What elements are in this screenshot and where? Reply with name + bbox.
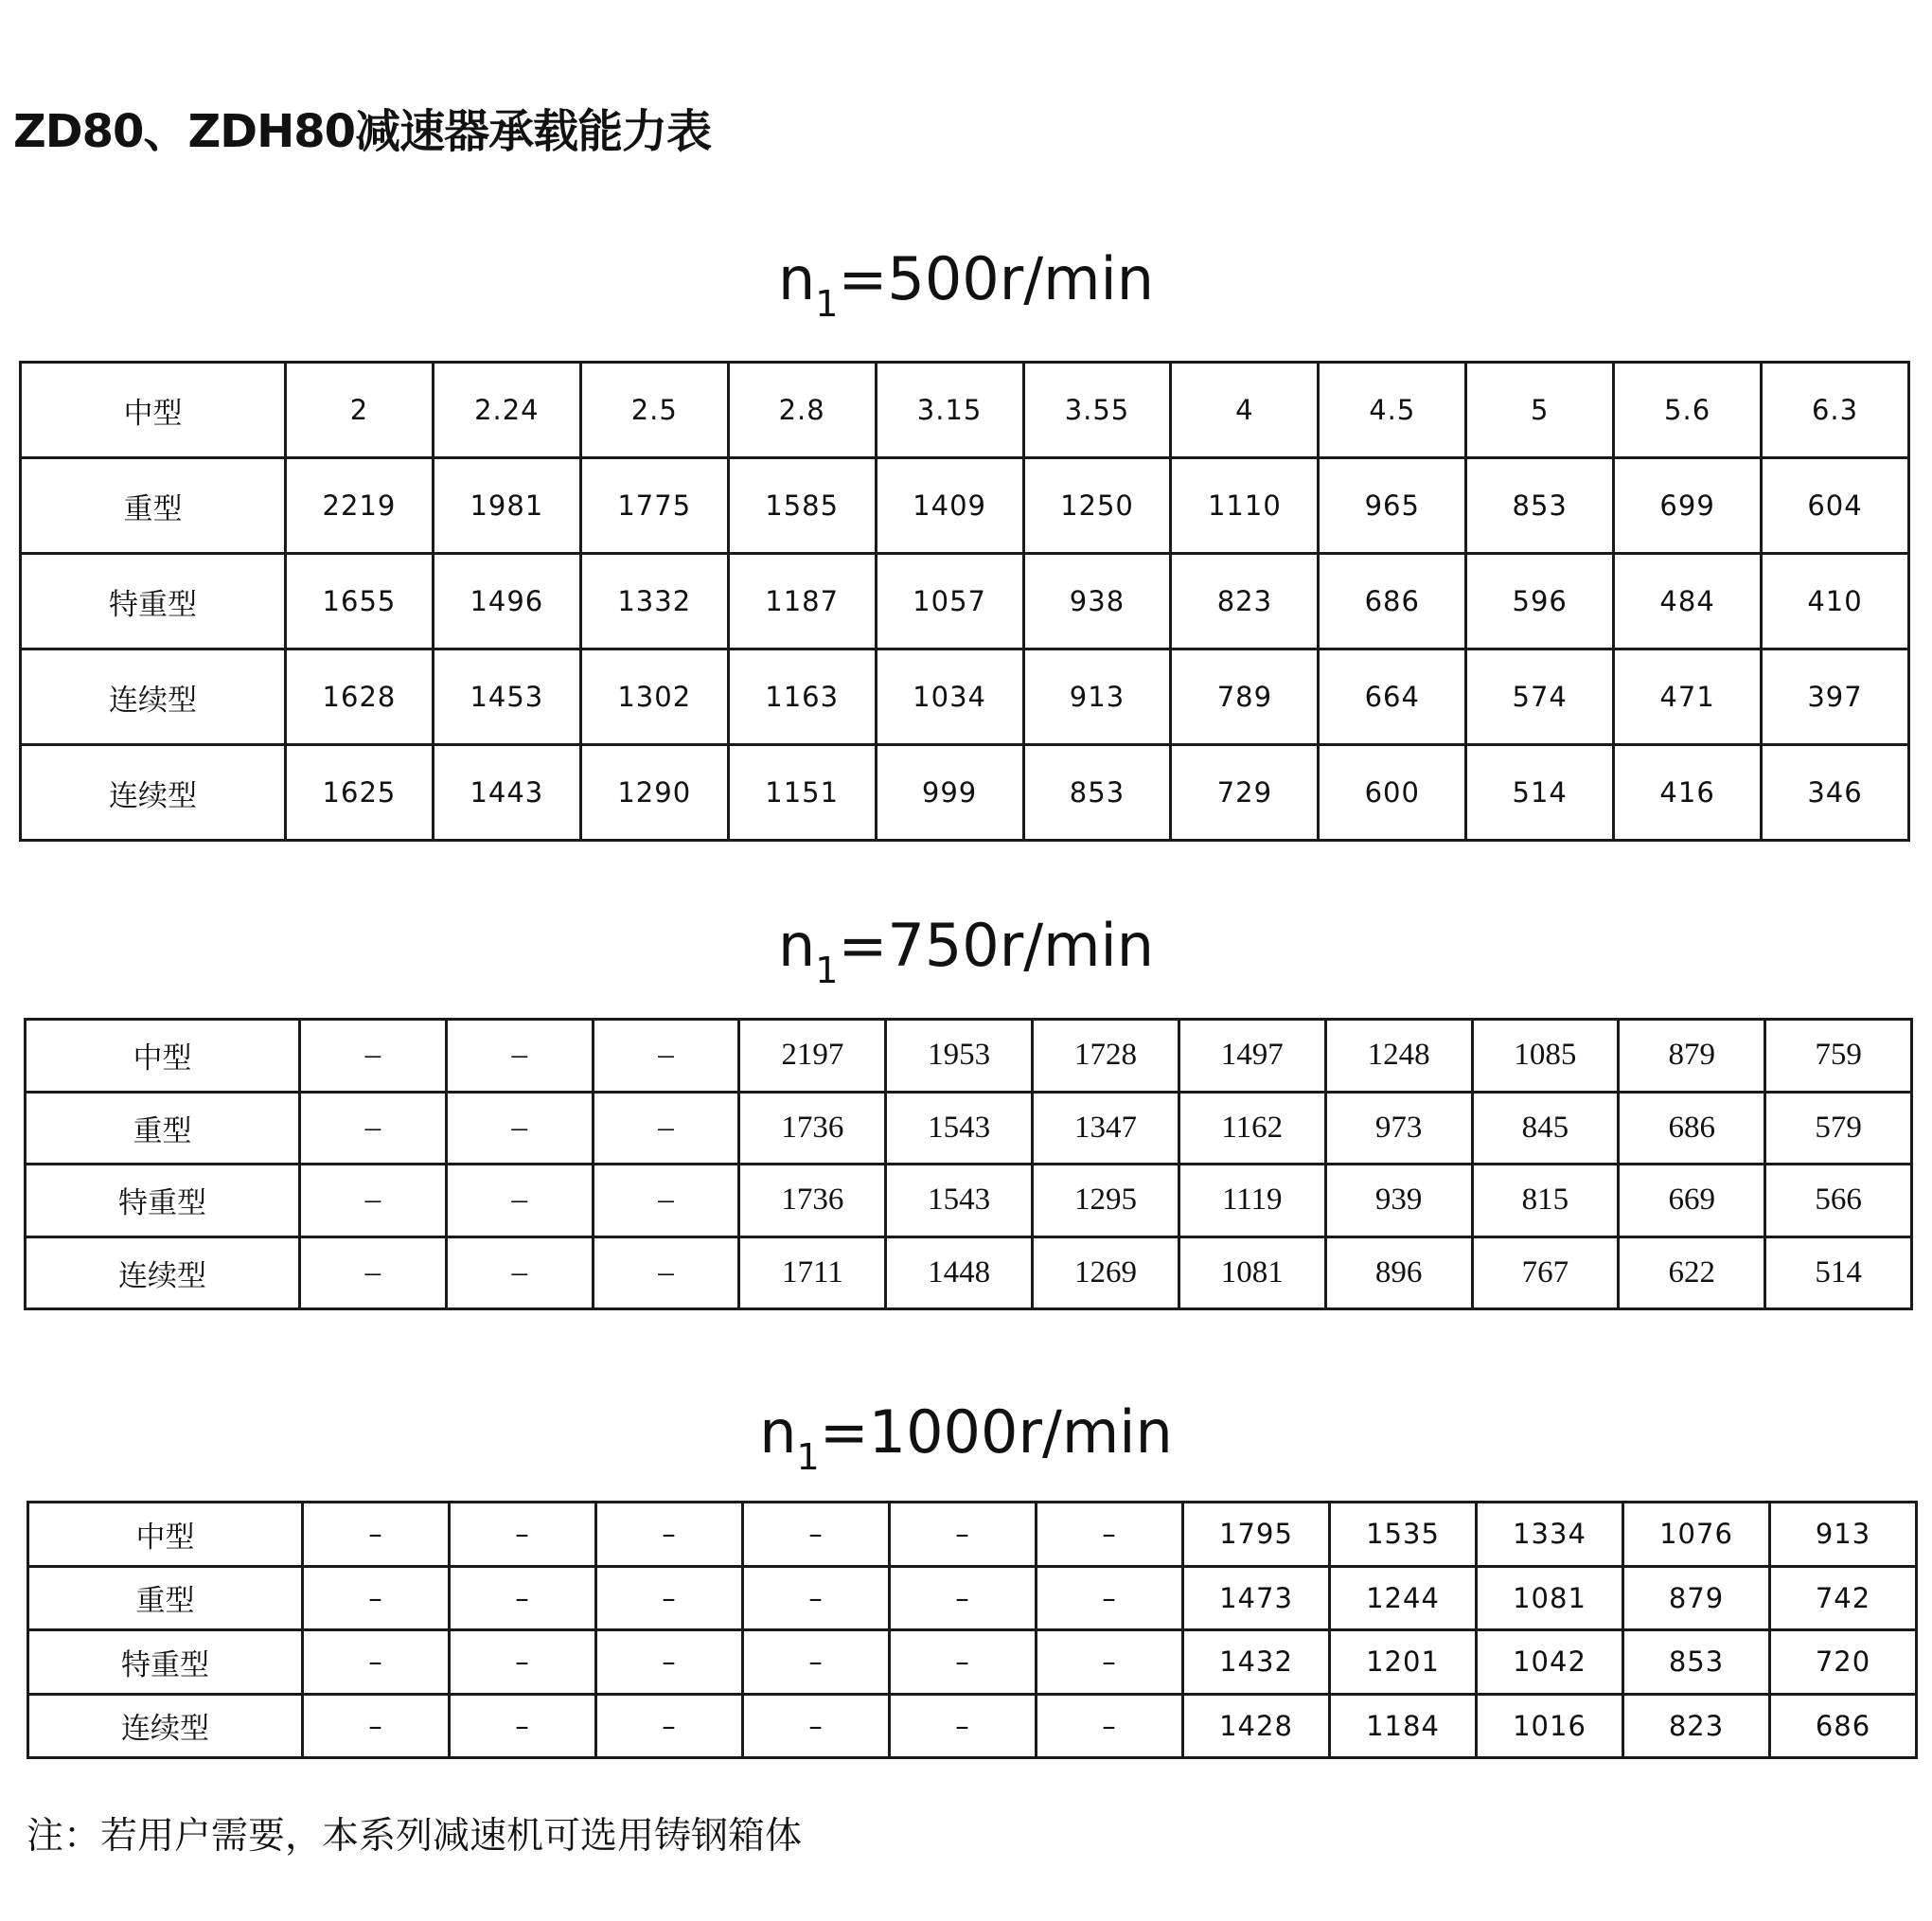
table-cell: 939 bbox=[1325, 1165, 1472, 1237]
table-cell: – bbox=[593, 1165, 739, 1237]
table-cell: 669 bbox=[1619, 1165, 1765, 1237]
table-cell: 410 bbox=[1762, 554, 1909, 649]
table-cell: 514 bbox=[1765, 1236, 1912, 1309]
table-cell: 879 bbox=[1619, 1020, 1765, 1093]
table-cell: 1332 bbox=[580, 554, 728, 649]
table-cell: – bbox=[593, 1092, 739, 1165]
table-cell: 471 bbox=[1614, 649, 1762, 745]
table-cell: 6.3 bbox=[1762, 363, 1909, 458]
table-cell: 1497 bbox=[1179, 1020, 1325, 1093]
table-cell: 1151 bbox=[728, 745, 876, 841]
table-cell: 965 bbox=[1319, 458, 1466, 554]
table-cell: 1628 bbox=[286, 649, 434, 745]
table-cell: 879 bbox=[1623, 1566, 1770, 1630]
row-label: 特重型 bbox=[28, 1630, 303, 1695]
table-cell: – bbox=[596, 1630, 743, 1695]
table-cell: – bbox=[446, 1092, 593, 1165]
table-cell: – bbox=[450, 1630, 596, 1695]
table-cell: – bbox=[890, 1503, 1037, 1567]
table-cell: 566 bbox=[1765, 1165, 1912, 1237]
speed-subscript: 1 bbox=[815, 283, 839, 325]
footnote: 注：若用户需要，本系列减速机可选用铸钢箱体 bbox=[27, 1815, 803, 1858]
table-cell: 2.8 bbox=[728, 363, 876, 458]
table-cell: 759 bbox=[1765, 1020, 1912, 1093]
table-cell: – bbox=[743, 1630, 890, 1695]
table-row bbox=[26, 1020, 1912, 1093]
table-cell: – bbox=[446, 1020, 593, 1093]
table-cell: 1081 bbox=[1477, 1566, 1623, 1630]
table-cell: 4 bbox=[1171, 363, 1319, 458]
table-cell: 2.5 bbox=[580, 363, 728, 458]
table-cell: 574 bbox=[1466, 649, 1614, 745]
table-cell: 1162 bbox=[1179, 1092, 1325, 1165]
table-cell: 664 bbox=[1319, 649, 1466, 745]
table-cell: 686 bbox=[1619, 1092, 1765, 1165]
table-cell: 973 bbox=[1325, 1092, 1472, 1165]
table-cell: – bbox=[593, 1020, 739, 1093]
table-cell: 1119 bbox=[1179, 1165, 1325, 1237]
speed-subscript: 1 bbox=[796, 1436, 820, 1478]
row-label: 连续型 bbox=[21, 745, 286, 841]
row-label: 中型 bbox=[21, 363, 286, 458]
table-cell: – bbox=[890, 1694, 1037, 1758]
table-cell: 913 bbox=[1023, 649, 1171, 745]
table-row bbox=[28, 1694, 1917, 1758]
table-cell: 686 bbox=[1770, 1694, 1917, 1758]
row-label: 连续型 bbox=[21, 649, 286, 745]
table-cell: 514 bbox=[1466, 745, 1614, 841]
table-cell: 1795 bbox=[1183, 1503, 1330, 1567]
table-cell: 1201 bbox=[1330, 1630, 1477, 1695]
table-cell: 1535 bbox=[1330, 1503, 1477, 1567]
table-cell: 604 bbox=[1762, 458, 1909, 554]
table-cell: 1953 bbox=[886, 1020, 1033, 1093]
table-row bbox=[28, 1503, 1917, 1567]
table-cell: – bbox=[303, 1630, 450, 1695]
table-cell: 767 bbox=[1472, 1236, 1619, 1309]
table-cell: 1625 bbox=[286, 745, 434, 841]
table-cell: 1432 bbox=[1183, 1630, 1330, 1695]
table-cell: 729 bbox=[1171, 745, 1319, 841]
table-cell: 1453 bbox=[433, 649, 580, 745]
table-cell: 5.6 bbox=[1614, 363, 1762, 458]
table-cell: – bbox=[450, 1694, 596, 1758]
table-cell: – bbox=[303, 1694, 450, 1758]
speed-heading-1000 bbox=[0, 1397, 1932, 1478]
table-cell: 1187 bbox=[728, 554, 876, 649]
speed-value: =750r/min bbox=[838, 911, 1155, 980]
table-cell: 397 bbox=[1762, 649, 1909, 745]
row-label: 重型 bbox=[26, 1092, 300, 1165]
table-cell: – bbox=[446, 1236, 593, 1309]
table-cell: 1034 bbox=[876, 649, 1023, 745]
table-cell: 3.55 bbox=[1023, 363, 1171, 458]
table-cell: 1295 bbox=[1033, 1165, 1179, 1237]
table-cell: – bbox=[743, 1503, 890, 1567]
table-row bbox=[26, 1165, 1912, 1237]
document-title: ZD80、ZDH80减速器承载能力表 bbox=[13, 105, 712, 158]
table-cell: 999 bbox=[876, 745, 1023, 841]
table-cell: – bbox=[596, 1503, 743, 1567]
table-cell: 742 bbox=[1770, 1566, 1917, 1630]
table-cell: – bbox=[593, 1236, 739, 1309]
table-cell: 2.24 bbox=[433, 363, 580, 458]
table-cell: 1736 bbox=[739, 1165, 886, 1237]
table-cell: 1775 bbox=[580, 458, 728, 554]
table-cell: 823 bbox=[1171, 554, 1319, 649]
table-cell: – bbox=[1037, 1630, 1183, 1695]
table-row bbox=[21, 649, 1909, 745]
table-cell: 2197 bbox=[739, 1020, 886, 1093]
table-row bbox=[26, 1236, 1912, 1309]
table-cell: 853 bbox=[1466, 458, 1614, 554]
table-cell: 1042 bbox=[1477, 1630, 1623, 1695]
table-cell: 845 bbox=[1472, 1092, 1619, 1165]
table-cell: – bbox=[300, 1236, 447, 1309]
table-row bbox=[21, 745, 1909, 841]
table-cell: 1347 bbox=[1033, 1092, 1179, 1165]
table-cell: 2 bbox=[286, 363, 434, 458]
table-cell: 596 bbox=[1466, 554, 1614, 649]
table-cell: 1057 bbox=[876, 554, 1023, 649]
table-cell: 1248 bbox=[1325, 1020, 1472, 1093]
table-row bbox=[28, 1630, 1917, 1695]
table-cell: 1428 bbox=[1183, 1694, 1330, 1758]
table-cell: – bbox=[446, 1165, 593, 1237]
table-cell: 1163 bbox=[728, 649, 876, 745]
row-label: 重型 bbox=[21, 458, 286, 554]
table-cell: 484 bbox=[1614, 554, 1762, 649]
speed-heading-750 bbox=[0, 911, 1932, 991]
table-cell: – bbox=[596, 1566, 743, 1630]
table-cell: 853 bbox=[1023, 745, 1171, 841]
row-label: 特重型 bbox=[21, 554, 286, 649]
table-cell: – bbox=[1037, 1503, 1183, 1567]
table-cell: 913 bbox=[1770, 1503, 1917, 1567]
speed-heading-500 bbox=[0, 244, 1932, 325]
speed-value: =1000r/min bbox=[819, 1397, 1173, 1467]
table-cell: – bbox=[890, 1630, 1037, 1695]
capacity-table-750 bbox=[24, 1018, 1913, 1310]
table-cell: – bbox=[450, 1566, 596, 1630]
table-cell: 1543 bbox=[886, 1092, 1033, 1165]
table-cell: 4.5 bbox=[1319, 363, 1466, 458]
table-cell: – bbox=[890, 1566, 1037, 1630]
table-cell: – bbox=[300, 1092, 447, 1165]
table-cell: – bbox=[450, 1503, 596, 1567]
speed-subscript: 1 bbox=[815, 950, 839, 991]
table-cell: 5 bbox=[1466, 363, 1614, 458]
table-row bbox=[21, 458, 1909, 554]
speed-value: =500r/min bbox=[838, 244, 1155, 313]
table-cell: 1443 bbox=[433, 745, 580, 841]
row-label: 连续型 bbox=[26, 1236, 300, 1309]
table-cell: – bbox=[596, 1694, 743, 1758]
table-cell: 1711 bbox=[739, 1236, 886, 1309]
row-label: 中型 bbox=[26, 1020, 300, 1093]
table-row bbox=[21, 363, 1909, 458]
table-cell: 823 bbox=[1623, 1694, 1770, 1758]
table-cell: – bbox=[743, 1566, 890, 1630]
table-cell: 1081 bbox=[1179, 1236, 1325, 1309]
table-cell: 1655 bbox=[286, 554, 434, 649]
table-cell: 1496 bbox=[433, 554, 580, 649]
table-cell: 1269 bbox=[1033, 1236, 1179, 1309]
table-cell: 686 bbox=[1319, 554, 1466, 649]
table-cell: 1334 bbox=[1477, 1503, 1623, 1567]
table-cell: 1016 bbox=[1477, 1694, 1623, 1758]
table-cell: 1409 bbox=[876, 458, 1023, 554]
table-cell: 1085 bbox=[1472, 1020, 1619, 1093]
row-label: 重型 bbox=[28, 1566, 303, 1630]
capacity-table-1000 bbox=[27, 1501, 1918, 1759]
table-cell: – bbox=[743, 1694, 890, 1758]
row-label: 连续型 bbox=[28, 1694, 303, 1758]
table-cell: 416 bbox=[1614, 745, 1762, 841]
table-cell: 938 bbox=[1023, 554, 1171, 649]
table-cell: – bbox=[1037, 1566, 1183, 1630]
table-cell: 346 bbox=[1762, 745, 1909, 841]
table-cell: 3.15 bbox=[876, 363, 1023, 458]
table-cell: 896 bbox=[1325, 1236, 1472, 1309]
table-cell: 789 bbox=[1171, 649, 1319, 745]
table-cell: – bbox=[300, 1165, 447, 1237]
row-label: 特重型 bbox=[26, 1165, 300, 1237]
table-cell: 1585 bbox=[728, 458, 876, 554]
table-cell: 622 bbox=[1619, 1236, 1765, 1309]
table-cell: 1981 bbox=[433, 458, 580, 554]
table-cell: 853 bbox=[1623, 1630, 1770, 1695]
table-cell: 1302 bbox=[580, 649, 728, 745]
table-cell: 1244 bbox=[1330, 1566, 1477, 1630]
capacity-table-500 bbox=[19, 361, 1910, 842]
table-cell: 579 bbox=[1765, 1092, 1912, 1165]
row-label: 中型 bbox=[28, 1503, 303, 1567]
table-cell: 1728 bbox=[1033, 1020, 1179, 1093]
table-cell: 1184 bbox=[1330, 1694, 1477, 1758]
table-cell: 600 bbox=[1319, 745, 1466, 841]
table-cell: 1110 bbox=[1171, 458, 1319, 554]
table-cell: 1250 bbox=[1023, 458, 1171, 554]
table-cell: – bbox=[300, 1020, 447, 1093]
table-cell: 1736 bbox=[739, 1092, 886, 1165]
table-cell: 2219 bbox=[286, 458, 434, 554]
speed-symbol: n bbox=[777, 911, 816, 980]
table-cell: 1076 bbox=[1623, 1503, 1770, 1567]
table-cell: – bbox=[1037, 1694, 1183, 1758]
speed-symbol: n bbox=[759, 1397, 797, 1467]
table-cell: 720 bbox=[1770, 1630, 1917, 1695]
speed-symbol: n bbox=[777, 244, 816, 313]
table-cell: 1290 bbox=[580, 745, 728, 841]
table-row bbox=[26, 1092, 1912, 1165]
table-cell: 1448 bbox=[886, 1236, 1033, 1309]
table-cell: 699 bbox=[1614, 458, 1762, 554]
table-cell: – bbox=[303, 1566, 450, 1630]
table-cell: – bbox=[303, 1503, 450, 1567]
table-cell: 1543 bbox=[886, 1165, 1033, 1237]
table-row bbox=[21, 554, 1909, 649]
table-row bbox=[28, 1566, 1917, 1630]
table-cell: 1473 bbox=[1183, 1566, 1330, 1630]
table-cell: 815 bbox=[1472, 1165, 1619, 1237]
